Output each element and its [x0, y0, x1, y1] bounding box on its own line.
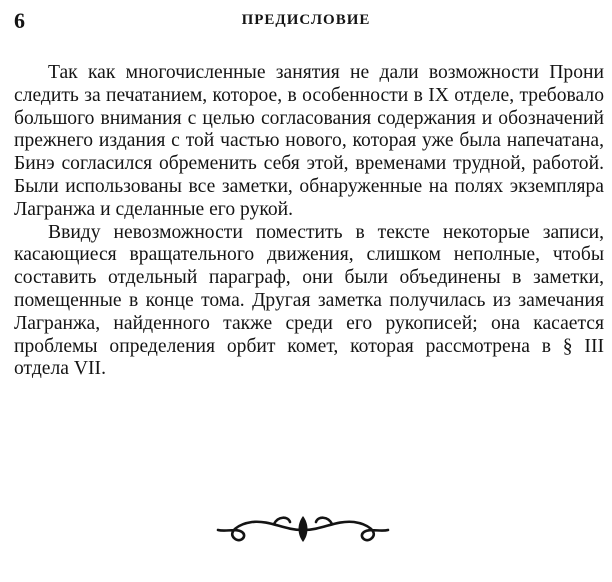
running-head: ПРЕДИСЛОВИЕ: [241, 12, 371, 28]
ornament-right-flourish: [304, 522, 388, 540]
ornament-center-drop: [299, 516, 308, 542]
page-number: 6: [14, 8, 25, 33]
ornament-left-curl: [274, 518, 290, 524]
ornament-right-curl: [316, 518, 332, 524]
paragraph-2: Ввиду невозможности поместить в тексте некоторые записи, касающиеся вращательного движения, слишком неполные, чтобы составить отдельный параграф, они были объединены в заметки, помещенные в конце тома. Другая заметка получилась из замечания Лагранжа, найденного также среди его рукописей; она касается проблемы определения орбит комет, которая рассмотрена в § III отдела VII.: [14, 221, 604, 380]
ornament-divider: [214, 508, 392, 546]
paragraph-1: Так как многочисленные занятия не дали возможности Прони следить за печатанием, которое, в особенности в IX отделе, требовало большого внимания с целью согласования содержания и обозначений прежнего издания с той частью нового, которая уже была напечатана, Бинэ согласился обременить себя этой, временами трудной, работой. Были использованы все заметки, обнаруженные на полях экземпляра Лагранжа и сделанные его рукой.: [14, 62, 604, 220]
ornament-left-flourish: [218, 522, 302, 540]
body-text: [14, 62, 604, 381]
